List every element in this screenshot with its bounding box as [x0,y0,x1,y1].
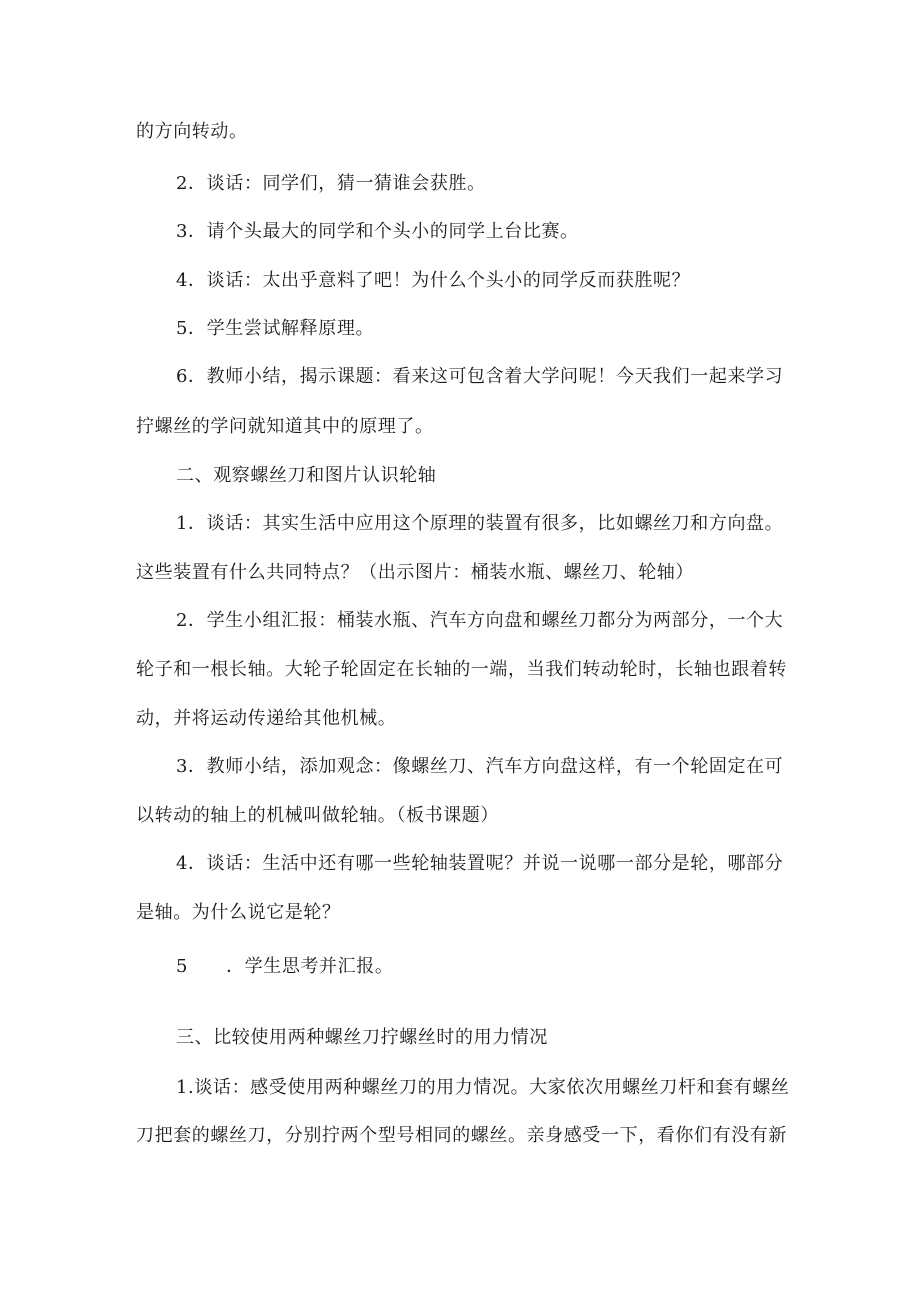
list-item: 2．学生小组汇报：桶装水瓶、汽车方向盘和螺丝刀都分为两部分，一个大 [176,610,784,631]
list-item [176,955,393,979]
section-heading: 二、观察螺丝刀和图片认识轮轴 [176,465,437,486]
list-item: 4．谈话：太出乎意料了吧！为什么个头小的同学反而获胜呢？ [176,270,691,291]
list-item: 2．谈话：同学们，猜一猜谁会获胜。 [176,173,486,194]
paragraph-line: 的方向转动。 [136,121,248,142]
list-item: 1．谈话：其实生活中应用这个原理的装置有很多，比如螺丝刀和方向盘。 [176,513,784,534]
list-number: 5 [176,956,189,977]
paragraph-line: 刀把套的螺丝刀，分别拧两个型号相同的螺丝。亲身感受一下，看你们有没有新 [136,1125,787,1146]
paragraph-line: 拧螺丝的学问就知道其中的原理了。 [136,416,434,437]
section-heading: 三、比较使用两种螺丝刀拧螺丝时的用力情况 [176,1027,548,1048]
list-item: 5．学生尝试解释原理。 [176,318,375,339]
paragraph-line: 动，并将运动传递给其他机械。 [136,708,397,729]
paragraph-line: 轮子和一根长轴。大轮子轮固定在长轴的一端，当我们转动轮时，长轴也跟着转 [136,659,787,680]
list-item: 4．谈话：生活中还有哪一些轮轴装置呢？并说一说哪一部分是轮，哪部分 [176,853,784,874]
paragraph-line: 是轴。为什么说它是轮？ [136,902,341,923]
list-item: 1.谈话：感受使用两种螺丝刀的用力情况。大家依次用螺丝刀杆和套有螺丝 [176,1077,790,1098]
list-item: 3．请个头最大的同学和个头小的同学上台比赛。 [176,221,579,242]
paragraph-line: 这些装置有什么共同特点？（出示图片：桶装水瓶、螺丝刀、轮轴） [136,562,694,583]
list-item-text: ．学生思考并汇报。 [226,956,394,977]
paragraph-line: 以转动的轴上的机械叫做轮轴。（板书课题） [136,805,499,826]
list-item: 3．教师小结，添加观念：像螺丝刀、汽车方向盘这样，有一个轮固定在可 [176,756,784,777]
list-item: 6．教师小结，揭示课题：看来这可包含着大学问呢！今天我们一起来学习 [176,366,784,387]
